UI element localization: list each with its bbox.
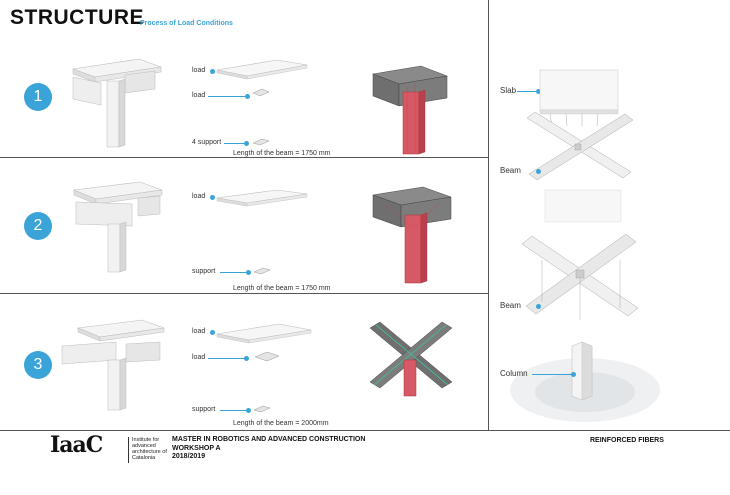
stress-model-2 xyxy=(365,183,460,288)
iaac-logo: IaaC xyxy=(50,432,103,458)
logo-divider xyxy=(128,437,129,463)
marker-dot xyxy=(210,69,215,74)
reinforced-fibers-caption: REINFORCED FIBERS xyxy=(590,437,664,444)
divider-row-2 xyxy=(0,293,488,294)
table-model-1 xyxy=(65,55,165,155)
marker-dot xyxy=(246,270,251,275)
leader-line xyxy=(220,410,246,411)
marker-dot xyxy=(571,372,576,377)
exploded-slab-2 xyxy=(545,190,625,230)
leader-line xyxy=(532,374,572,375)
program-info xyxy=(172,436,365,462)
marker-dot xyxy=(536,304,541,309)
academic-year: 2018/2019 xyxy=(172,453,206,460)
label-load-3b: load xyxy=(192,354,206,361)
marker-dot xyxy=(245,94,250,99)
marker-dot xyxy=(244,356,249,361)
step-number-2: 2 xyxy=(24,212,52,240)
table-model-3 xyxy=(60,318,170,413)
beam-length-caption-1: Length of the beam = 1750 mm xyxy=(233,150,331,157)
leader-line xyxy=(517,91,537,92)
step-number-3: 3 xyxy=(24,351,52,379)
leader-line xyxy=(224,143,244,144)
marker-dot xyxy=(210,195,215,200)
support-piece-3 xyxy=(253,404,271,414)
support-piece-2 xyxy=(253,266,271,276)
slab-piece-2 xyxy=(215,188,310,210)
label-slab: Slab xyxy=(500,86,517,95)
beam-length-caption-2: Length of the beam = 1750 mm xyxy=(233,285,331,292)
connector-piece-1 xyxy=(252,88,270,98)
slab-piece-1 xyxy=(215,58,310,83)
divider-vertical xyxy=(488,0,489,430)
step-number-1: 1 xyxy=(24,83,52,111)
leader-line xyxy=(208,358,244,359)
label-support-2: support xyxy=(192,268,216,275)
marker-dot xyxy=(210,330,215,335)
workshop-name: WORKSHOP A xyxy=(172,444,221,452)
label-load-2a: load xyxy=(192,193,206,200)
stress-model-3 xyxy=(368,320,458,400)
label-support-3: support xyxy=(192,406,216,413)
label-beam-1: Beam xyxy=(500,166,521,175)
marker-dot xyxy=(536,169,541,174)
stress-model-1 xyxy=(365,62,455,158)
label-support-1: 4 support xyxy=(192,139,222,146)
marker-dot xyxy=(244,141,249,146)
slab-piece-3 xyxy=(215,322,315,346)
institute-name: Institute for advanced architecture of Catalonia xyxy=(132,437,167,461)
table-model-2 xyxy=(68,180,168,275)
program-name: MASTER IN ROBOTICS AND ADVANCED CONSTRUCTION xyxy=(172,436,366,443)
label-load-1a: load xyxy=(192,67,206,74)
marker-dot xyxy=(246,408,251,413)
connector-piece-3 xyxy=(254,351,280,363)
label-load-3a: load xyxy=(192,328,206,335)
leader-line xyxy=(208,96,246,97)
exploded-beam-cross-1 xyxy=(525,110,635,190)
label-load-1b: load xyxy=(192,92,206,99)
label-beam-2: Beam xyxy=(500,301,521,310)
beam-length-caption-3: Length of the beam = 2000mm xyxy=(233,420,329,427)
divider-footer xyxy=(0,430,730,431)
column-model xyxy=(568,340,598,400)
page-title: STRUCTURE xyxy=(10,6,144,29)
page-subtitle: Process of Load Conditions xyxy=(140,20,233,27)
label-column: Column xyxy=(500,369,528,378)
leader-line xyxy=(220,272,246,273)
support-piece-1 xyxy=(252,137,270,147)
